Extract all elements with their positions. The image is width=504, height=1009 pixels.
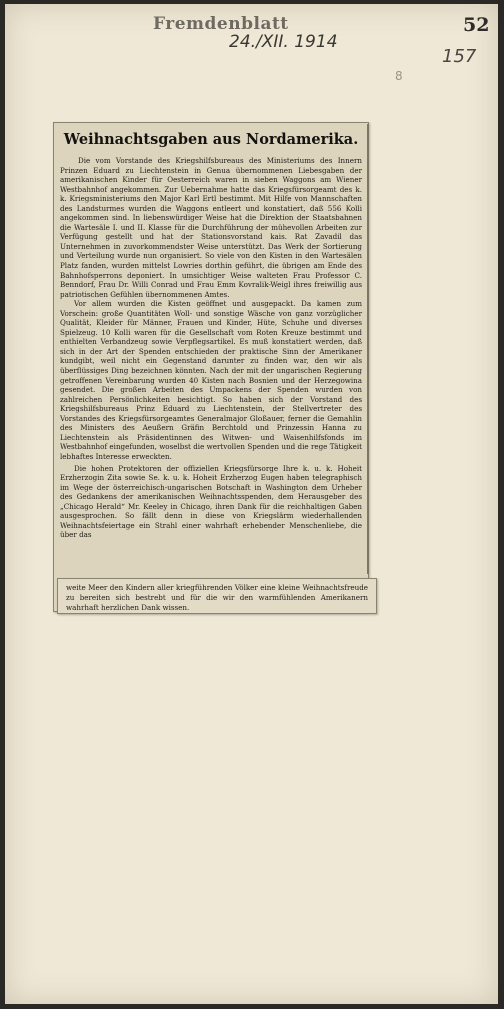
article-paragraph: Vor allem wurden die Kisten geöffnet und ausgepackt. Da kamen zum Vorschein: große Quantitäten Woll- und sonstige Wäsche von ganz vorzüglicher Qualität, Kleider für Männer, Frauen und Kinder, Hüte, Schuhe und diverses Spielzeug. 10 Kolli waren für die Gesellschaft vom Roten Kreuze bestimmt und enthielten Verbandzeug sowie Verpflegsartikel. Es muß konstatiert werden, daß sich in der Art der Spenden entschieden der praktische Sinn der Amerikaner kundgibt, weil nicht ein Gegenstand darunter zu finden war, den wir als überflüssiges Ding bezeichnen könnten. Nach der mit der ungarischen Regierung getroffenen Vereinbarung wurden 40 Kisten nach Bosnien und der Herzegowina gesendet. Die großen Arbeiten des Umpackens der Spenden wurden von zahlreichen Persönlichkeiten besichtigt. So haben sich der Vorstand des Kriegshilfsbureaus Prinz Eduard zu Liechtenstein, der Stellvertreter des Vorstandes des Kriegsfürsorgeamtes Generalmajor Gloßauer, ferner die Gemahlin des Ministers des Aeußern Gräfin Berchtold und Prinzessin Hanna zu Liechtenstein als Präsidentinnen des Witwen- und Waisenhilfsfonds im Westbahnhof eingefunden, woselbst die wertvollen Spenden und die rege Tätigkeit lebhaftes Interesse erweckten. [60,299,362,461]
article-continuation: weite Meer den Kindern aller kriegführenden Völker eine kleine Weihnachtsfreude zu bereiten sich bestrebt und für die wir den warmfühlenden Amerikanern wahrhaft herzlichen Dank wissen. [66,583,368,613]
page-number: 52 [463,14,490,36]
archive-sheet [5,4,498,1004]
article-paragraph: Die vom Vorstande des Kriegshilfsbureaus des Ministeriums des Innern Prinzen Eduard zu Liechtenstein in Genua übernommenen Liebesgaben der amerikanischen Kinder für Oesterreich waren in sieben Waggons am Wiener Westbahnhof angekommen. Zur Uebernahme hatte das Kriegsfürsorgeamt des k. k. Kriegsministeriums den Major Karl Ertl bestimmt. Mit Hilfe von Mannschaften des Landsturmes wurden die Waggons entleert und konstatiert, daß 556 Kolli angekommen sind. In liebenswürdiger Weise hat die Direktion der Staatsbahnen die Wartesäle I. und II. Klasse für die Durchführung der mühevollen Arbeiten zur Verfügung gestellt und hat der Stationsvorstand kais. Rat Zavadil das Unternehmen in zuvorkommendster Weise unterstützt. Das Werk der Sortierung und Verteilung wurde nun organisiert. So viele von den Kisten in den Wartesälen Platz fanden, wurden mittelst Lowries dorthin geführt, die übrigen am Ende des Bahnhofsperrons deponiert. In umsichtiger Weise walteten Frau Professor C. Benndorf, Frau Dr. Willi Conrad und Frau Emm Kovralik-Weigl ihres freiwillig aus patriotischen Gefühlen übernommenen Amtes. [60,156,362,299]
newspaper-clipping [53,122,369,612]
clipping-edge-line [367,124,369,574]
newspaper-source-stamp: Fremdenblatt [153,14,289,34]
handwritten-archive-number: 157 [442,46,477,67]
article-paragraph: Die hohen Protektoren der offiziellen Kriegsfürsorge Ihre k. u. k. Hoheit Erzherzogin Zita sowie Se. k. u. k. Hoheit Erzherzog Eugen haben telegraphisch im Wege der österreichisch-ungarischen Botschaft in Washington dem Urheber des Gedankens der amerikanischen Weihnachtsspenden, dem Herausgeber des „Chicago Herald“ Mr. Keeley in Chicago, ihren Dank für die reichhaltigen Gaben ausgesprochen. So fällt denn in diese von Kriegslärm wiederhallenden Weihnachtsfeiertage ein Strahl einer wahrhaft erhebender Menschenliebe, die über das [60,463,362,540]
article-title: Weihnachtsgaben aus Nordamerika. [63,131,359,148]
handwritten-date: 24./XII. 1914 [229,32,338,52]
clipping-continuation-strip [57,578,377,614]
pencil-mark: 8 [395,69,403,83]
